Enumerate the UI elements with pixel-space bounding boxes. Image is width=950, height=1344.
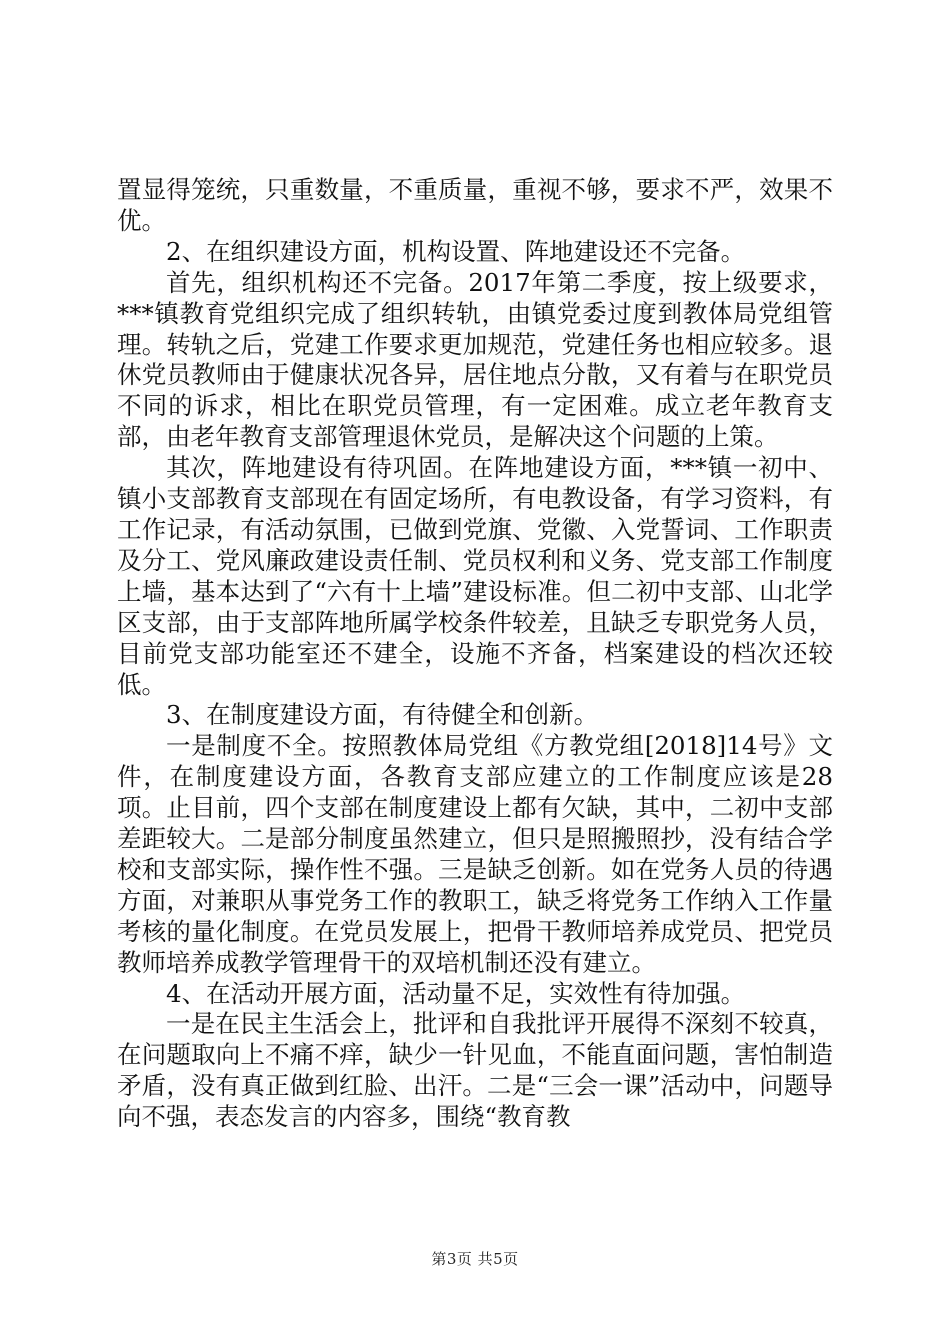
paragraph-8: 一是在民主生活会上，批评和自我批评开展得不深刻不较真，在问题取向上不痛不痒，缺少一针见血，不能直面问题，害怕制造矛盾，没有真正做到红脸、出汗。二是“三会一课”活动中，问题导向不强，表态发言的内容多，围绕“教育教 bbox=[117, 1009, 833, 1132]
paragraph-1: 置显得笼统，只重数量，不重质量，重视不够，要求不严，效果不优。 bbox=[117, 175, 833, 235]
document-body bbox=[117, 175, 833, 1133]
paragraph-2: 2、在组织建设方面，机构设置、阵地建设还不完备。 bbox=[166, 236, 746, 266]
page-number-footer: 第3页 共5页 bbox=[431, 1250, 519, 1268]
paragraph-7: 4、在活动开展方面，活动量不足，实效性有待加强。 bbox=[166, 978, 746, 1008]
paragraph-5: 3、在制度建设方面，有待健全和创新。 bbox=[166, 700, 599, 730]
paragraph-6: 一是制度不全。按照教体局党组《方教党组[2018]14号》文件，在制度建设方面，各教育支部应建立的工作制度应该是28项。止目前，四个支部在制度建设上都有欠缺，其中，二初中支部差距较大。二是部分制度虽然建立，但只是照搬照抄，没有结合学校和支部实际，操作性不强。三是缺乏创新。如在党务人员的待遇方面，对兼职从事党务工作的教职工，缺乏将党务工作纳入工作量考核的量化制度。在党员发展上，把骨干教师培养成党员、把党员教师培养成教学管理骨干的双培机制还没有建立。 bbox=[117, 731, 833, 977]
paragraph-3: 首先，组织机构还不完备。2017年第二季度，按上级要求，***镇教育党组织完成了组织转轨，由镇党委过度到教体局党组管理。转轨之后，党建工作要求更加规范，党建任务也相应较多。退休党员教师由于健康状况各异，居住地点分散，又有着与在职党员不同的诉求，相比在职党员管理，有一定困难。成立老年教育支部，由老年教育支部管理退休党员，是解决这个问题的上策。 bbox=[117, 267, 833, 452]
paragraph-4: 其次，阵地建设有待巩固。在阵地建设方面，***镇一初中、镇小支部教育支部现在有固定场所，有电教设备，有学习资料，有工作记录，有活动氛围，已做到党旗、党徽、入党誓词、工作职责及分工、党风廉政建设责任制、党员权利和义务、党支部工作制度上墙，基本达到了“六有十上墙”建设标准。但二初中支部、山北学区支部，由于支部阵地所属学校条件较差，且缺乏专职党务人员，目前党支部功能室还不建全，设施不齐备，档案建设的档次还较低。 bbox=[117, 453, 833, 699]
